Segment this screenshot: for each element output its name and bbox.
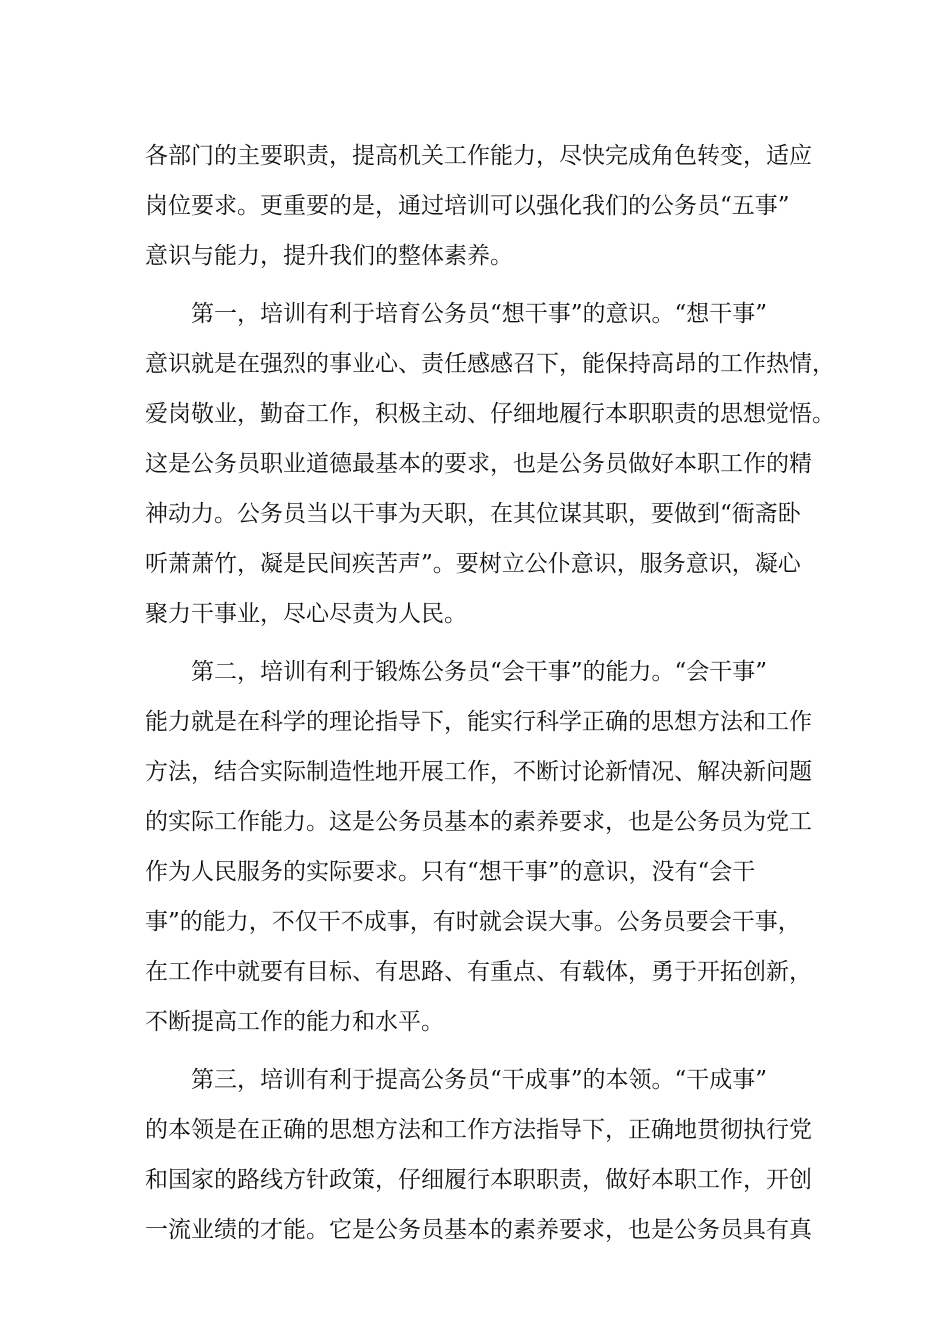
text-line: 意识与能力，提升我们的整体素养。 [145,243,513,269]
text-line: 不断提高工作的能力和水平。 [145,1009,444,1035]
text-line: 听萧萧竹，凝是民间疾苦声”。要树立公仆意识，服务意识，凝心 [145,551,801,577]
text-line: 方法，结合实际制造性地开展工作，不断讨论新情况、解决新问题 [145,759,812,785]
text-line: 和国家的路线方针政策，仔细履行本职职责，做好本职工作，开创 [145,1167,812,1193]
text-line: 各部门的主要职责，提高机关工作能力，尽快完成角色转变，适应 [145,143,812,169]
text-line: 这是公务员职业道德最基本的要求，也是公务员做好本职工作的精 [145,451,812,477]
text-line: 岗位要求。更重要的是，通过培训可以强化我们的公务员“五事” [145,193,790,219]
text-line: 事”的能力，不仅干不成事，有时就会误大事。公务员要会干事， [145,909,801,935]
text-line: 在工作中就要有目标、有思路、有重点、有载体，勇于开拓创新， [145,959,812,985]
text-line: 一流业绩的才能。它是公务员基本的素养要求，也是公务员具有真 [145,1217,812,1243]
text-line: 爱岗敬业，勤奋工作，积极主动、仔细地履行本职职责的思想觉悟。 [145,401,835,427]
text-line: 第一，培训有利于培育公务员“想干事”的意识。“想干事” [191,301,768,327]
document-body [145,131,835,1255]
text-line: 的实际工作能力。这是公务员基本的素养要求，也是公务员为党工 [145,809,812,835]
text-line: 作为人民服务的实际要求。只有“想干事”的意识，没有“会干 [145,859,756,885]
paragraph-first-point [145,289,835,639]
paragraph-third-point [145,1055,815,1255]
text-line: 意识就是在强烈的事业心、责任感感召下，能保持高昂的工作热情， [145,351,835,377]
text-line: 能力就是在科学的理论指导下，能实行科学正确的思想方法和工作 [145,709,812,735]
text-line: 神动力。公务员当以干事为天职，在其位谋其职，要做到“衙斋卧 [145,501,801,527]
paragraph-continuation [145,131,815,281]
text-line: 聚力干事业，尽心尽责为人民。 [145,601,467,627]
paragraph-second-point [145,647,815,1047]
text-line: 第二，培训有利于锻炼公务员“会干事”的能力。“会干事” [191,659,768,685]
text-line: 第三，培训有利于提高公务员“干成事”的本领。“干成事” [191,1067,768,1093]
text-line: 的本领是在正确的思想方法和工作方法指导下，正确地贯彻执行党 [145,1117,812,1143]
